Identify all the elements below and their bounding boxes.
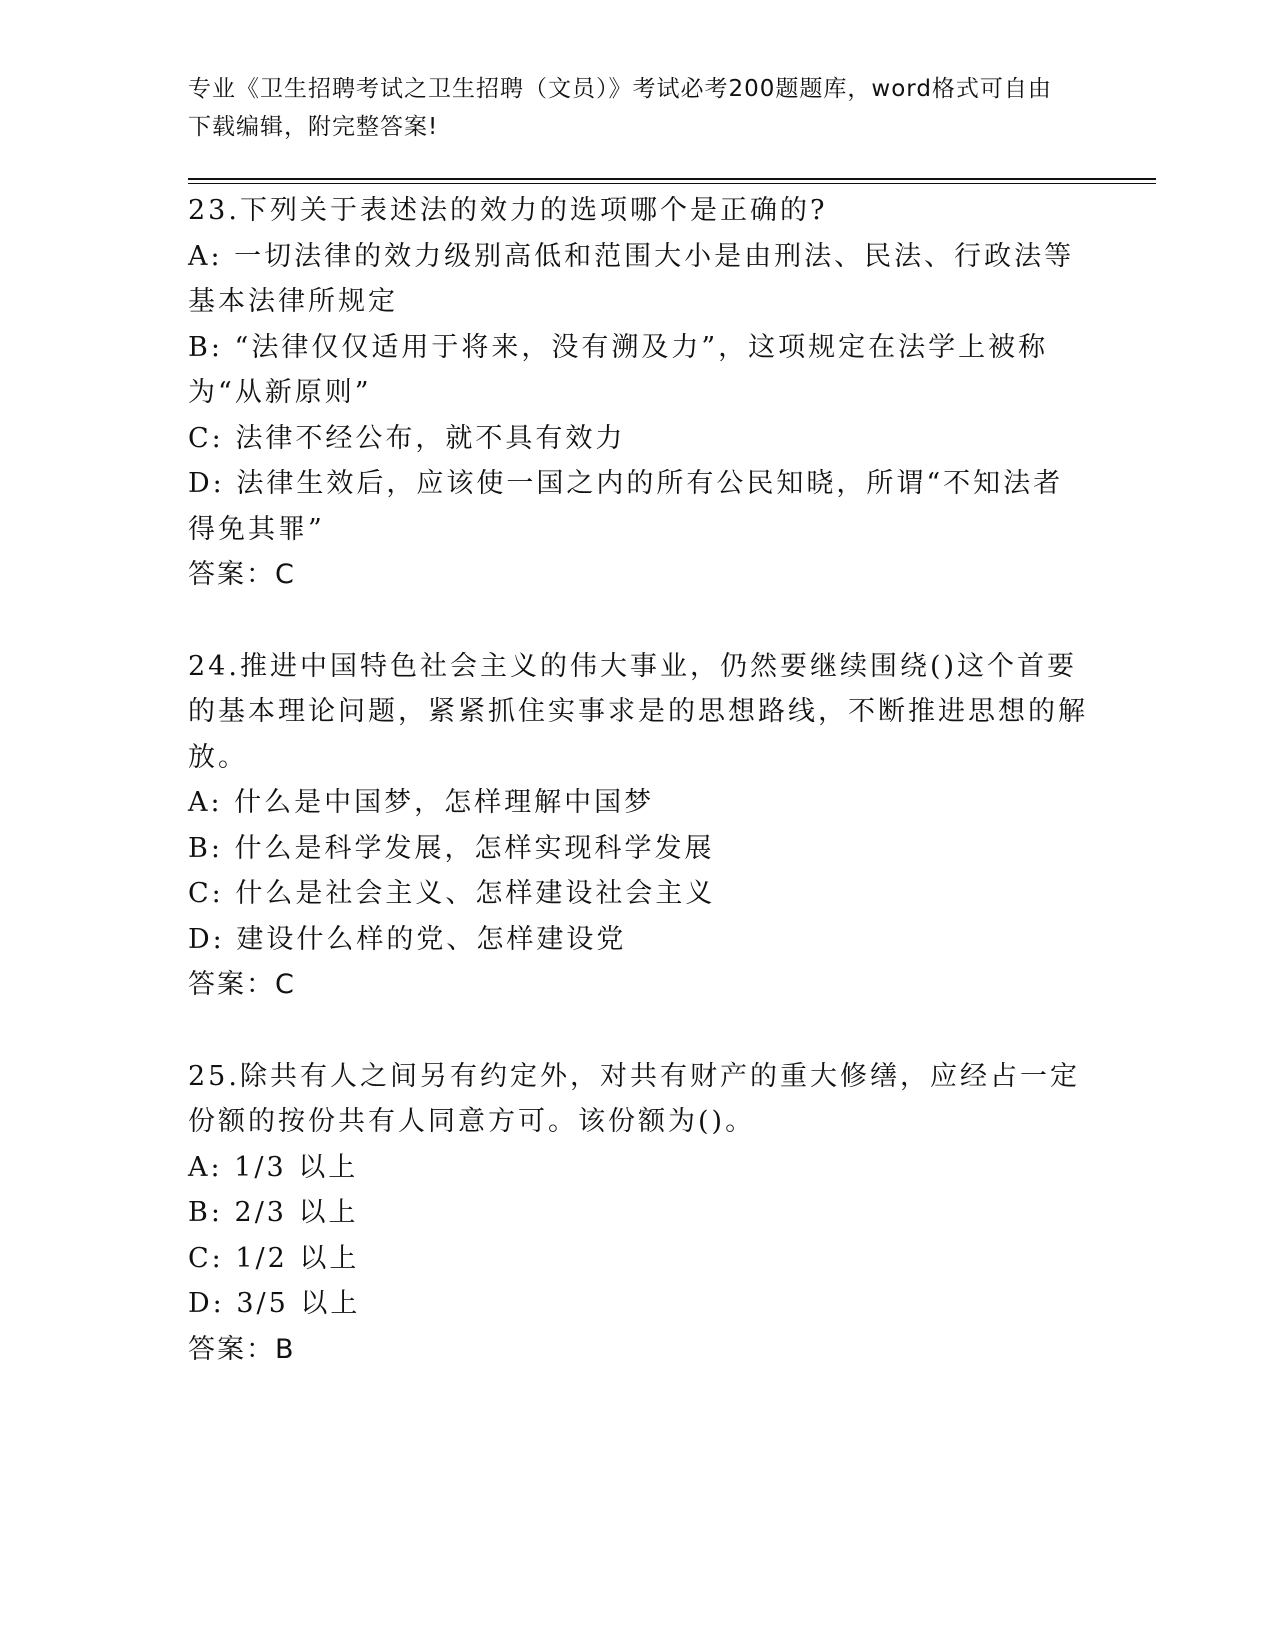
question-stem: 25.除共有人之间另有约定外，对共有财产的重大修缮，应经占一定份额的按份共有人同意方可。该份额为()。 [188, 1060, 1080, 1137]
question-item [188, 1054, 1088, 1373]
option-a: A: 1/3 以上 [188, 1151, 359, 1183]
answer-label: 答案：C [188, 559, 296, 590]
option-b: B: “法律仅仅适用于将来，没有溯及力”，这项规定在法学上被称为“从新原则” [188, 331, 1049, 408]
option-d: D: 3/5 以上 [188, 1288, 361, 1319]
option-d: D: 建设什么样的党、怎样建设党 [188, 923, 627, 955]
option-b: B: 2/3 以上 [188, 1197, 359, 1228]
header-rule-thin [188, 183, 1156, 184]
option-a: A: 一切法律的效力级别高低和范围大小是由刑法、民法、行政法等基本法律所规定 [188, 240, 1075, 317]
question-stem: 23.下列关于表述法的效力的选项哪个是正确的? [188, 195, 828, 226]
option-b: B: 什么是科学发展，怎样实现科学发展 [188, 832, 715, 864]
option-d: D: 法律生效后，应该使一国之内的所有公民知晓，所谓“不知法者得免其罪” [188, 468, 1064, 545]
question-list [188, 188, 1088, 1418]
question-item [188, 188, 1088, 598]
header-rule-thick [188, 178, 1156, 180]
option-a: A: 什么是中国梦，怎样理解中国梦 [188, 787, 655, 818]
question-stem: 24.推进中国特色社会主义的伟大事业，仍然要继续围绕()这个首要的基本理论问题，紧紧抓住实事求是的思想路线，不断推进思想的解放。 [188, 650, 1088, 773]
answer-label: 答案：B [188, 1333, 296, 1365]
document-header: 专业《卫生招聘考试之卫生招聘（文员）》考试必考200题题库，word格式可自由下载编辑，附完整答案! [188, 76, 1052, 140]
answer-label: 答案：C [188, 969, 296, 1000]
option-c: C: 1/2 以上 [188, 1242, 360, 1274]
option-c: C: 法律不经公布，就不具有效力 [188, 422, 626, 454]
question-item [188, 644, 1088, 1008]
option-c: C: 什么是社会主义、怎样建设社会主义 [188, 878, 716, 909]
